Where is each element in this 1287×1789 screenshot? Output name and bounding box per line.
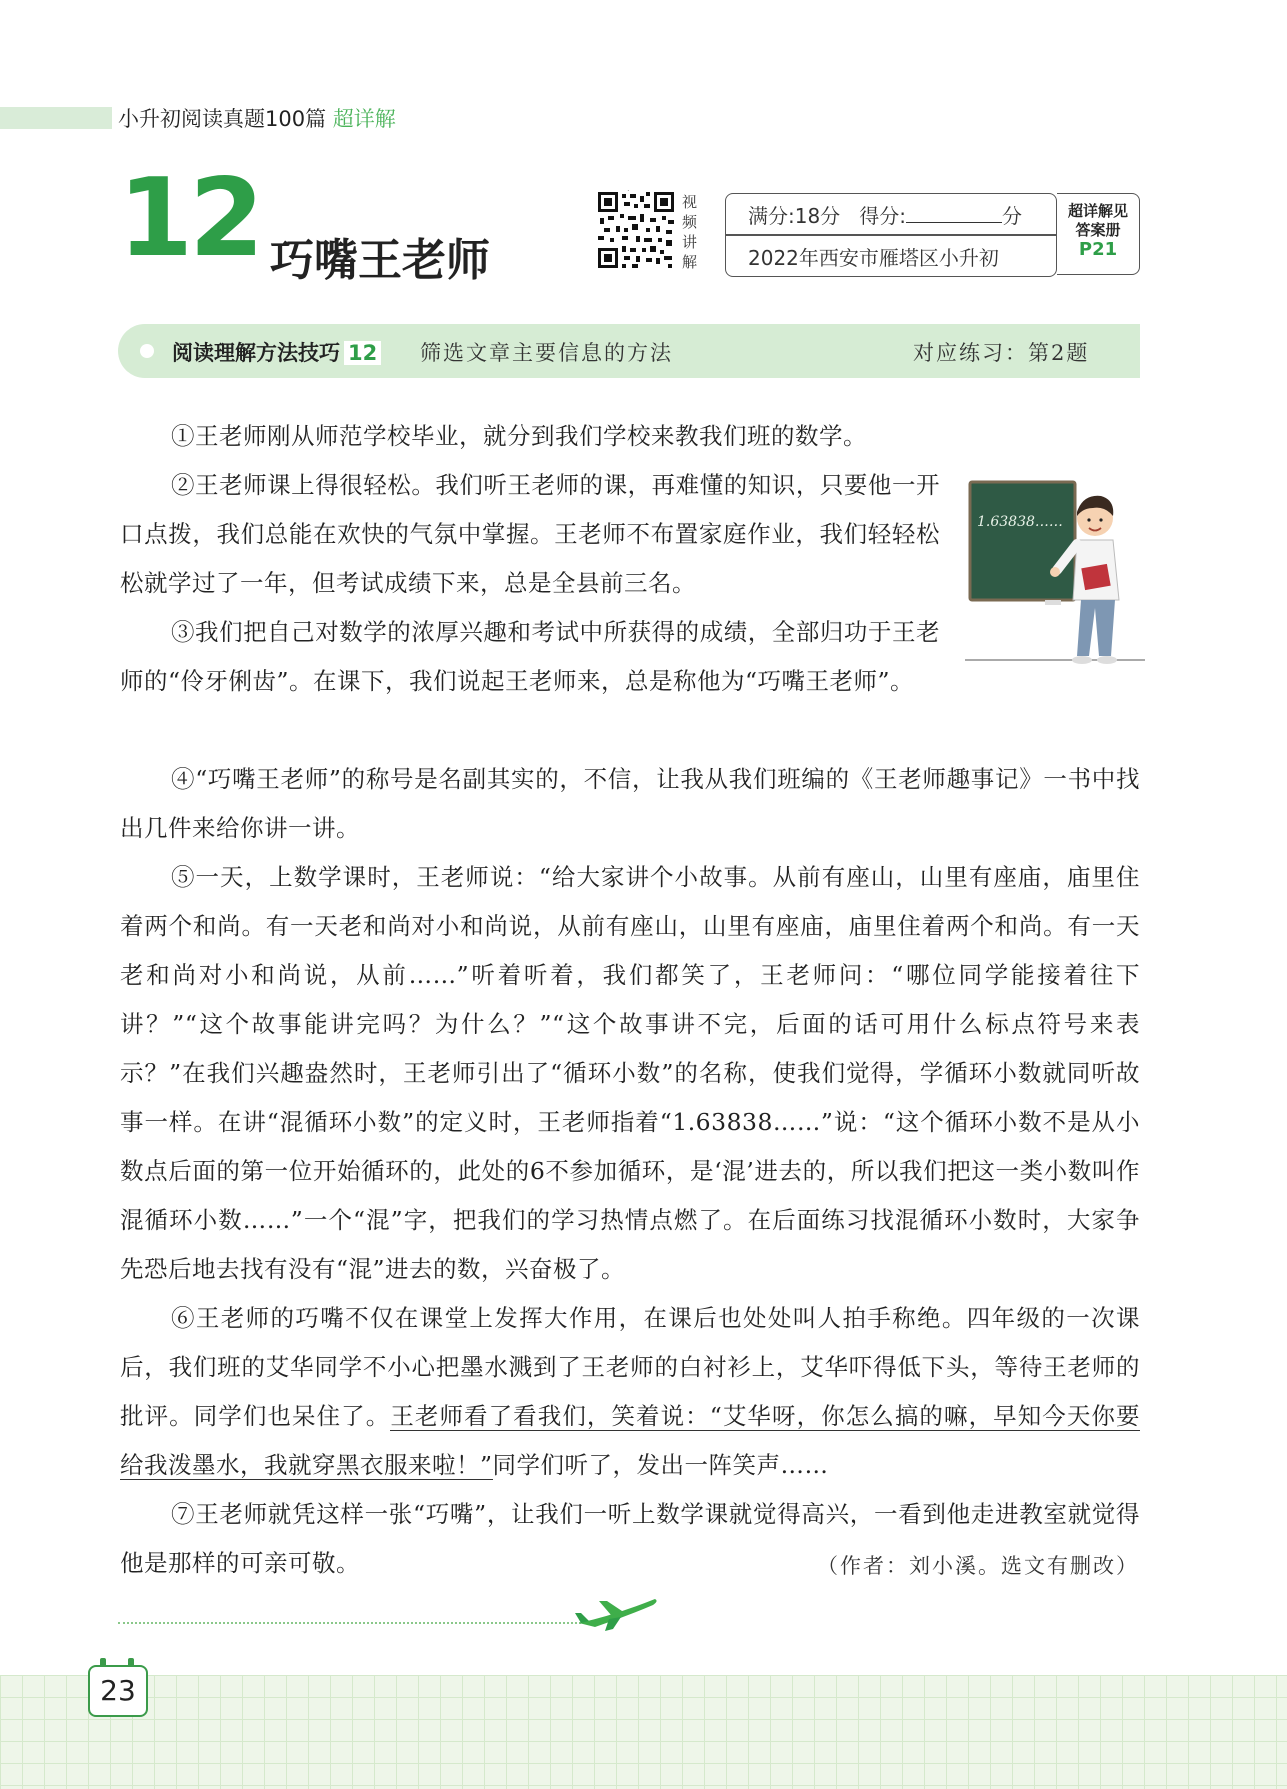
paragraph-7: ⑦王老师就凭这样一张“巧嘴”，让我们一听上数学课就觉得高兴，一看到他走进教室就觉得他是那样的可亲可敬。 — [120, 1500, 1140, 1577]
paragraph-6 — [120, 1294, 1140, 1490]
answer-ref-line: 答案册 — [1075, 221, 1121, 239]
lesson-title: 巧嘴王老师 — [270, 235, 490, 286]
got-score-label: 得分: — [859, 204, 907, 228]
full-score: 满分:18分 — [748, 204, 841, 228]
exam-source: 2022年西安市雁塔区小升初 — [748, 246, 999, 270]
video-label-char: 讲 — [682, 233, 698, 251]
score-divider — [725, 234, 1057, 236]
paragraph-1: ①王老师刚从师范学校毕业，就分到我们学校来教我们班的数学。 — [171, 422, 867, 450]
bullet-icon — [140, 344, 154, 358]
paragraph-5: ⑤一天，上数学课时，王老师说：“给大家讲个小故事。从前有座山，山里有座庙，庙里住着两个和尚。有一天老和尚对小和尚说，从前有座山，山里有座庙，庙里住着两个和尚。有一天老和尚对小和尚说，从前……”听着听着，我们都笑了，王老师问：“哪位同学能接着往下讲？”“这个故事能讲完吗？为什么？”“这个故事讲不完，后面的话可用什么标点符号来表示？”在我们兴趣盎然时，王老师引出了“循环小数”的名称，使我们觉得，学循环小数就同听故事一样。在讲“混循环小数”的定义时，王老师指着“1.63838……”说：“这个循环小数不是从小数点后面的第一位开始循环的，此处的6不参加循环，是‘混’进去的，所以我们把这一类小数叫作混循环小数……”一个“混”字，把我们的学习热情点燃了。在后面练习找混循环小数时，大家争先恐后地去找有没有“混”进去的数，兴奋极了。 — [120, 863, 1140, 1283]
article-source: （作者：刘小溪。选文有删改） — [817, 1554, 1139, 1578]
method-label — [172, 337, 381, 367]
header-bar — [0, 107, 112, 129]
video-label — [682, 192, 702, 272]
answer-ref-line: 超详解见 — [1067, 202, 1128, 220]
board-text: 1.63838…… — [977, 514, 1063, 530]
method-text: 筛选文章主要信息的方法 — [420, 341, 673, 365]
video-label-char: 解 — [682, 253, 698, 271]
paragraph-6-start: ⑥王老师的巧嘴不仅在课堂上发挥大作用，在课后也处处叫人拍手称绝。四年级的一次课后，我们班的艾华同学不小心把墨水溅到了王老师的白衬衫上，艾华吓得低下头，等待王老师的批评。同学们也呆住了。 — [120, 1304, 1140, 1430]
teacher-illustration — [965, 480, 1145, 690]
video-label-char: 频 — [682, 213, 698, 231]
video-label-char: 视 — [682, 193, 698, 211]
page-number: 23 — [88, 1665, 148, 1717]
lesson-number: 12 — [118, 156, 261, 281]
score-line — [748, 200, 1022, 229]
footer-grid — [0, 1675, 1287, 1789]
book-title-main: 小升初阅读真题100篇 — [118, 107, 327, 131]
score-blank[interactable] — [906, 204, 1002, 223]
paragraph-3: ③我们把自己对数学的浓厚兴趣和考试中所获得的成绩，全部归功于王老师的“伶牙俐齿”。在课下，我们说起王老师来，总是称他为“巧嘴王老师”。 — [120, 618, 940, 695]
qr-code-icon[interactable] — [596, 190, 676, 270]
book-title — [118, 103, 396, 133]
score-unit: 分 — [1002, 204, 1023, 228]
method-number: 12 — [344, 341, 381, 365]
method-label-text: 阅读理解方法技巧 — [172, 341, 340, 365]
method-practice: 对应练习：第2题 — [913, 341, 1090, 365]
footer-divider — [118, 1622, 593, 1624]
underlined-sentence: 王老师看了看我们，笑着说：“艾华呀，你怎么搞的嘛，早知今天你要给我泼墨水，我就穿黑衣服来啦！” — [120, 1402, 1141, 1479]
paragraph-4: ④“巧嘴王老师”的称号是名副其实的，不信，让我从我们班编的《王老师趣事记》一书中找出几件来给你讲一讲。 — [120, 765, 1140, 842]
answer-reference — [1057, 193, 1140, 275]
paragraph-6-end: 同学们听了，发出一阵笑声…… — [492, 1451, 829, 1479]
answer-page: P21 — [1078, 239, 1118, 260]
airplane-icon — [575, 1593, 660, 1633]
paragraph-2: ②王老师课上得很轻松。我们听王老师的课，再难懂的知识，只要他一开口点拨，我们总能在欢快的气氛中掌握。王老师不布置家庭作业，我们轻轻松松就学过了一年，但考试成绩下来，总是全县前三名。 — [120, 471, 940, 597]
book-subtitle: 超详解 — [332, 107, 396, 131]
